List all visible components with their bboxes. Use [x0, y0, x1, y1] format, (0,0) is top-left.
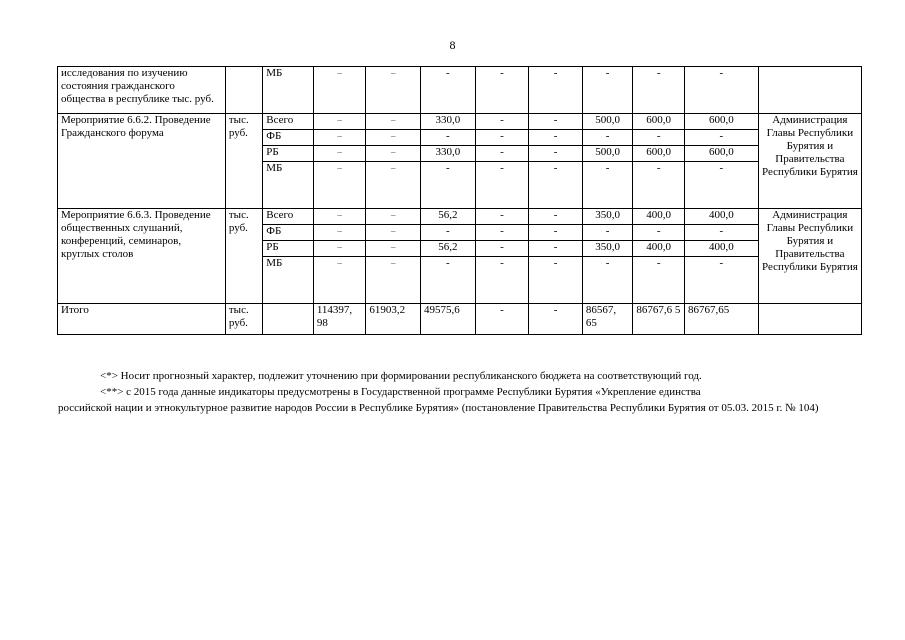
- value-cell: -: [529, 162, 583, 209]
- value-cell: –: [366, 114, 421, 130]
- value-cell: 600,0: [684, 146, 758, 162]
- value-cell: –: [366, 162, 421, 209]
- value-cell: -: [582, 162, 633, 209]
- value-cell: -: [582, 130, 633, 146]
- value-cell: 61903,2: [366, 304, 421, 335]
- unit-cell: тыс. руб.: [225, 304, 262, 335]
- value-cell: 600,0: [633, 146, 685, 162]
- value-cell: -: [633, 162, 685, 209]
- value-cell: -: [582, 257, 633, 304]
- source-cell: МБ: [263, 257, 314, 304]
- responsible-cell: [758, 67, 861, 114]
- value-cell: –: [366, 130, 421, 146]
- value-cell: 350,0: [582, 241, 633, 257]
- source-cell: РБ: [263, 146, 314, 162]
- responsible-cell: Администрация Главы Республики Бурятия и Правительства Республики Бурятия: [758, 114, 861, 209]
- value-cell: 600,0: [684, 114, 758, 130]
- source-cell: МБ: [263, 67, 314, 114]
- value-cell: -: [529, 225, 583, 241]
- value-cell: -: [421, 162, 476, 209]
- value-cell: -: [633, 225, 685, 241]
- budget-table: [57, 66, 862, 335]
- unit-cell: тыс. руб.: [225, 114, 262, 209]
- source-cell: РБ: [263, 241, 314, 257]
- value-cell: -: [633, 257, 685, 304]
- value-cell: –: [313, 209, 366, 225]
- table-row: [58, 304, 862, 335]
- value-cell: -: [529, 209, 583, 225]
- value-cell: –: [366, 241, 421, 257]
- value-cell: 86767,65: [684, 304, 758, 335]
- value-cell: -: [475, 304, 529, 335]
- value-cell: -: [475, 225, 529, 241]
- value-cell: -: [529, 67, 583, 114]
- value-cell: -: [421, 225, 476, 241]
- value-cell: -: [529, 304, 583, 335]
- value-cell: –: [313, 257, 366, 304]
- responsible-cell: [758, 304, 861, 335]
- value-cell: 86567, 65: [582, 304, 633, 335]
- unit-cell: [225, 67, 262, 114]
- value-cell: -: [529, 114, 583, 130]
- value-cell: –: [313, 114, 366, 130]
- event-name-cell: Мероприятие 6.6.2. Проведение Гражданского форума: [58, 114, 226, 209]
- source-cell: Всего: [263, 114, 314, 130]
- value-cell: 86767,6 5: [633, 304, 685, 335]
- value-cell: –: [313, 67, 366, 114]
- value-cell: 330,0: [421, 114, 476, 130]
- value-cell: –: [366, 146, 421, 162]
- value-cell: -: [529, 130, 583, 146]
- value-cell: -: [475, 209, 529, 225]
- value-cell: 500,0: [582, 114, 633, 130]
- value-cell: -: [684, 67, 758, 114]
- value-cell: 56,2: [421, 241, 476, 257]
- footnote-1: <*> Носит прогнозный характер, подлежит уточнению при формировании республиканского бюджета на соответствующий год.: [100, 370, 702, 382]
- footnote-2-continuation: российской нации и этнокультурное развитие народов России в Республике Бурятия» (постановление Правительства Республики Бурятия от 05.03. 2015 г. № 104): [58, 402, 819, 414]
- value-cell: 350,0: [582, 209, 633, 225]
- value-cell: –: [313, 130, 366, 146]
- table-row: [58, 209, 862, 225]
- value-cell: -: [684, 257, 758, 304]
- value-cell: –: [366, 257, 421, 304]
- source-cell: МБ: [263, 162, 314, 209]
- value-cell: -: [475, 146, 529, 162]
- value-cell: –: [313, 146, 366, 162]
- value-cell: -: [529, 146, 583, 162]
- value-cell: –: [366, 209, 421, 225]
- page-number: 8: [449, 38, 456, 52]
- value-cell: -: [475, 241, 529, 257]
- value-cell: 330,0: [421, 146, 476, 162]
- value-cell: -: [684, 225, 758, 241]
- value-cell: 49575,6: [421, 304, 476, 335]
- value-cell: 500,0: [582, 146, 633, 162]
- footnote-2-first-line: <**> с 2015 года данные индикаторы предусмотрены в Государственной программе Республики Бурятия «Укрепление единства: [100, 386, 701, 398]
- value-cell: –: [366, 67, 421, 114]
- value-cell: 600,0: [633, 114, 685, 130]
- table-row: [58, 114, 862, 130]
- value-cell: –: [313, 225, 366, 241]
- event-name-cell: Мероприятие 6.6.3. Проведение общественных слушаний, конференций, семинаров, круглых столов: [58, 209, 226, 304]
- value-cell: -: [421, 257, 476, 304]
- value-cell: 400,0: [684, 209, 758, 225]
- event-name-cell: исследования по изучению состояния гражданского общества в республике тыс. руб.: [58, 67, 226, 114]
- value-cell: -: [684, 130, 758, 146]
- value-cell: -: [475, 130, 529, 146]
- value-cell: -: [633, 130, 685, 146]
- value-cell: -: [684, 162, 758, 209]
- value-cell: -: [529, 241, 583, 257]
- source-cell: Всего: [263, 209, 314, 225]
- value-cell: -: [582, 67, 633, 114]
- source-cell: [263, 304, 314, 335]
- value-cell: 400,0: [633, 209, 685, 225]
- value-cell: -: [475, 257, 529, 304]
- value-cell: 114397, 98: [313, 304, 366, 335]
- footnotes: [58, 368, 845, 416]
- value-cell: -: [475, 162, 529, 209]
- value-cell: 400,0: [633, 241, 685, 257]
- value-cell: -: [475, 114, 529, 130]
- value-cell: –: [313, 241, 366, 257]
- value-cell: -: [475, 67, 529, 114]
- value-cell: -: [582, 225, 633, 241]
- source-cell: ФБ: [263, 225, 314, 241]
- value-cell: 400,0: [684, 241, 758, 257]
- source-cell: ФБ: [263, 130, 314, 146]
- value-cell: -: [421, 67, 476, 114]
- value-cell: -: [421, 130, 476, 146]
- table-row: [58, 67, 862, 114]
- value-cell: -: [529, 257, 583, 304]
- responsible-cell: Администрация Главы Республики Бурятия и Правительства Республики Бурятия: [758, 209, 861, 304]
- total-label: Итого: [58, 304, 226, 335]
- value-cell: –: [366, 225, 421, 241]
- value-cell: –: [313, 162, 366, 209]
- value-cell: 56,2: [421, 209, 476, 225]
- unit-cell: тыс. руб.: [225, 209, 262, 304]
- value-cell: -: [633, 67, 685, 114]
